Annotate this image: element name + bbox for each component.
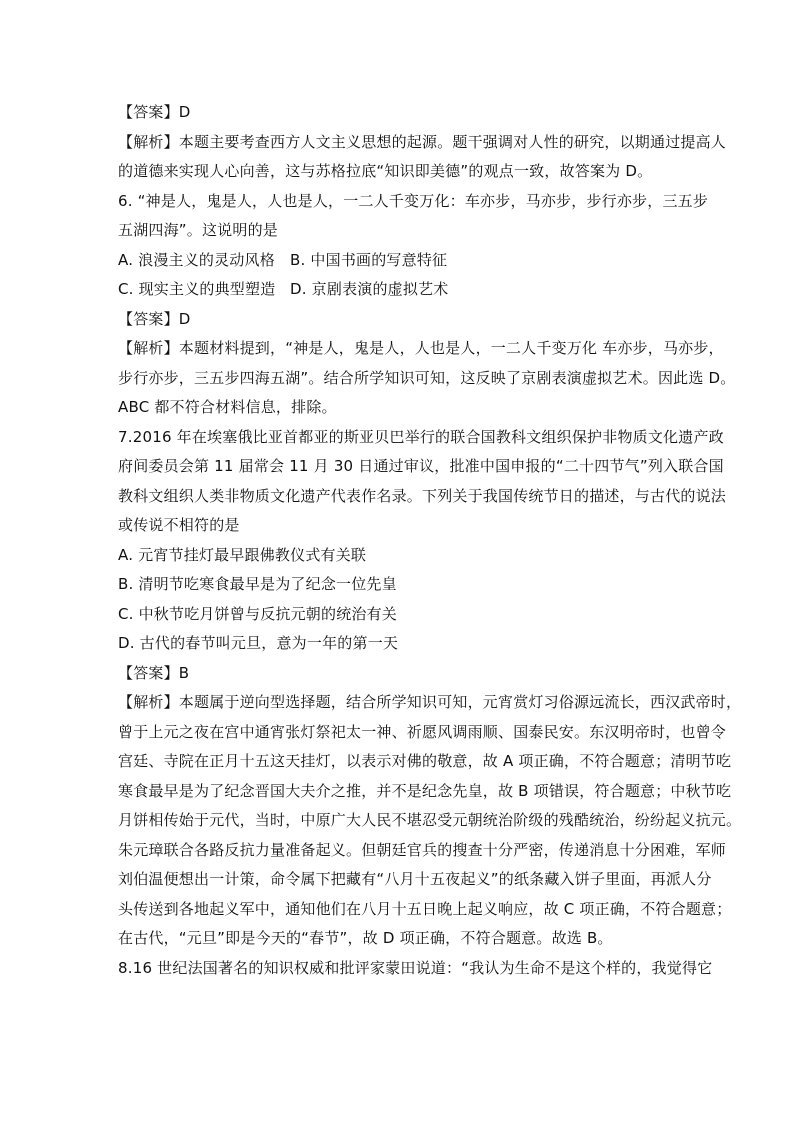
option-d: D. 古代的春节叫元旦，意为一年的第一天: [118, 634, 399, 652]
analysis-line: 刘伯温便想出一计策，命令属下把藏有“八月十五夜起义”的纸条藏入饼子里面，再派人分: [118, 870, 712, 888]
answer-label: 【答案】B: [118, 663, 190, 682]
option-d: D. 京剧表演的虚拟艺术: [290, 280, 449, 298]
analysis-line: 【解析】本题主要考查西方人文主义思想的起源。题干强调对人性的研究，以期通过提高人: [118, 132, 727, 151]
question-7-stem: 或传说不相符的是: [118, 516, 240, 534]
answer-label: 【答案】D: [118, 309, 191, 328]
analysis-line: 曾于上元之夜在宫中通宵张灯祭祀太一神、祈愿风调雨顺、国泰民安。东汉明帝时，也曾令: [118, 722, 727, 741]
option-a: A. 元宵节挂灯最早跟佛教仪式有关联: [118, 545, 367, 564]
question-6-stem: 五湖四海”。这说明的是: [118, 221, 278, 239]
analysis-line: 寒食最早是为了纪念晋国大夫介之推，并不是纪念先皇，故 B 项错误，符合题意；中秋节吃: [118, 781, 732, 800]
question-6-options-row-1: [118, 246, 678, 276]
analysis-line: 在古代，“元旦”即是今天的“春节”，故 D 项正确，不符合题意。故选 B。: [118, 929, 613, 947]
analysis-line: 【解析】本题属于逆向型选择题，结合所学知识可知，元宵赏灯习俗源远流长，西汉武帝时，: [118, 693, 742, 711]
question-8-stem: 8.16 世纪法国著名的知识权威和批评家蒙田说道：“我认为生命不是这个样的，我觉得它: [118, 958, 713, 977]
question-6-options-row-2: [118, 275, 678, 305]
option-c: C. 现实主义的典型塑造: [118, 280, 276, 298]
option-b: B. 中国书画的写意特征: [290, 250, 448, 269]
analysis-line: 月饼相传始于元代，当时，中原广大人民不堪忍受元朝统治阶级的残酷统治，纷纷起义抗元。: [118, 811, 742, 829]
option-b: B. 清明节吃寒食最早是为了纪念一位先皇: [118, 575, 397, 593]
analysis-line: ABC 都不符合材料信息，排除。: [118, 398, 337, 416]
analysis-line: 【解析】本题材料提到，“神是人，鬼是人，人也是人，一二人千变万化 车亦步，马亦步，: [118, 339, 724, 357]
question-7-stem: 府间委员会第 11 届常会 11 月 30 日通过审议，批准中国申报的“二十四节气”列入联合国: [118, 457, 724, 475]
option-a: A. 浪漫主义的灵动风格: [118, 250, 275, 269]
analysis-line: 步行亦步，三五步四海五湖”。结合所学知识可知，这反映了京剧表演虚拟艺术。因此选 D。: [118, 368, 736, 387]
question-7-stem: 7.2016 年在埃塞俄比亚首都亚的斯亚贝巴举行的联合国教科文组织保护非物质文化遗产政: [118, 427, 724, 446]
analysis-line: 宫廷、寺院在正月十五这天挂灯，以表示对佛的敬意，故 A 项正确，不符合题意；清明节吃: [118, 752, 732, 770]
question-7-stem: 教科文组织人类非物质文化遗产代表作名录。下列关于我国传统节日的描述，与古代的说法: [118, 486, 727, 505]
document-page: [118, 98, 742, 983]
analysis-line: 的道德来实现人心向善，这与苏格拉底“知识即美德”的观点一致，故答案为 D。: [118, 162, 653, 180]
analysis-line: 朱元璋联合各路反抗力量准备起义。但朝廷官兵的搜查十分严密，传递消息十分困难，军师: [118, 840, 727, 859]
analysis-line: 头传送到各地起义军中，通知他们在八月十五日晚上起义响应，故 C 项正确，不符合题意；: [118, 899, 732, 918]
answer-label: 【答案】D: [118, 103, 191, 121]
question-6-stem: 6. “神是人，鬼是人，人也是人，一二人千变万化：车亦步，马亦步，步行亦步，三五步: [118, 191, 709, 210]
option-c: C. 中秋节吃月饼曾与反抗元朝的统治有关: [118, 604, 398, 623]
